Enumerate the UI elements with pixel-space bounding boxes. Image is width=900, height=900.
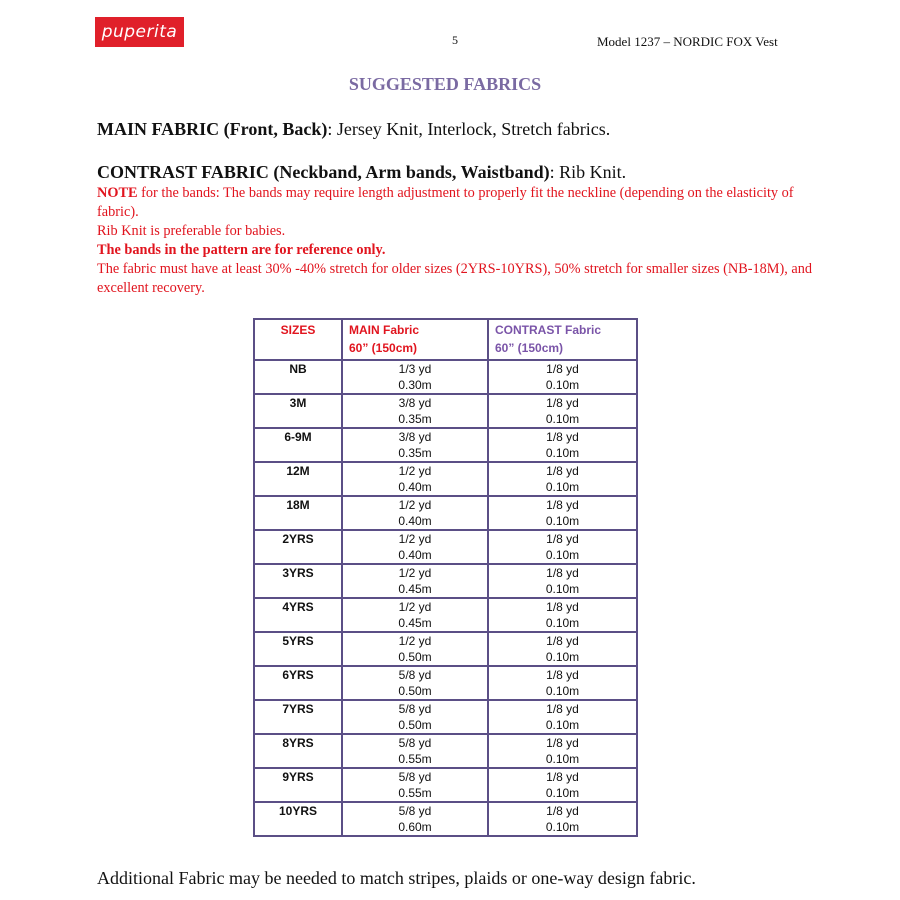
- contrast-yd: 1/8 yd: [546, 804, 579, 818]
- contrast-yd: 1/8 yd: [546, 362, 579, 376]
- size-cell: 2YRS: [254, 530, 342, 564]
- header-contrast-line2: 60” (150cm): [495, 341, 564, 355]
- main-yd: 5/8 yd: [398, 668, 432, 682]
- size-cell: 18M: [254, 496, 342, 530]
- main-fabric-cell: [342, 734, 488, 768]
- main-m: 0.30m: [398, 378, 432, 392]
- size-cell: 6YRS: [254, 666, 342, 700]
- table-row: [254, 802, 637, 836]
- contrast-fabric-cell: [488, 462, 637, 496]
- contrast-yd: 1/8 yd: [546, 566, 579, 580]
- main-fabric-label: MAIN FABRIC (Front, Back): [97, 119, 328, 139]
- main-yd: 1/2 yd: [398, 464, 432, 478]
- main-fabric-cell: [342, 394, 488, 428]
- main-fabric-cell: [342, 632, 488, 666]
- contrast-fabric-cell: [488, 802, 637, 836]
- notes-block: [97, 184, 817, 298]
- contrast-m: 0.10m: [545, 378, 580, 392]
- main-m: 0.40m: [398, 514, 432, 528]
- header-sizes: SIZES: [254, 319, 342, 360]
- contrast-fabric-cell: [488, 700, 637, 734]
- main-fabric-cell: [342, 462, 488, 496]
- main-fabric-cell: [342, 666, 488, 700]
- main-yd: 5/8 yd: [398, 804, 432, 818]
- page-number: 5: [452, 33, 458, 47]
- main-fabric-cell: [342, 598, 488, 632]
- contrast-m: 0.10m: [545, 752, 580, 766]
- contrast-m: 0.10m: [545, 412, 580, 426]
- main-m: 0.35m: [398, 412, 432, 426]
- main-fabric-cell: [342, 700, 488, 734]
- header-main-fabric: [342, 319, 488, 360]
- table-row: [254, 768, 637, 802]
- contrast-yd: 1/8 yd: [546, 430, 579, 444]
- table-row: [254, 564, 637, 598]
- contrast-yd: 1/8 yd: [546, 634, 579, 648]
- main-yd: 1/2 yd: [398, 634, 432, 648]
- main-m: 0.55m: [398, 786, 432, 800]
- contrast-fabric-text: : Rib Knit.: [549, 162, 627, 182]
- table-row: [254, 360, 637, 394]
- contrast-fabric-cell: [488, 768, 637, 802]
- main-fabric-cell: [342, 564, 488, 598]
- fabric-table: [253, 318, 638, 837]
- contrast-fabric-cell: [488, 632, 637, 666]
- main-yd: 3/8 yd: [398, 396, 432, 410]
- contrast-m: 0.10m: [545, 650, 580, 664]
- size-cell: 3YRS: [254, 564, 342, 598]
- table-row: [254, 632, 637, 666]
- main-m: 0.35m: [398, 446, 432, 460]
- contrast-yd: 1/8 yd: [546, 736, 579, 750]
- contrast-m: 0.10m: [545, 514, 580, 528]
- contrast-m: 0.10m: [545, 616, 580, 630]
- contrast-fabric-cell: [488, 428, 637, 462]
- main-m: 0.45m: [398, 582, 432, 596]
- main-yd: 1/2 yd: [398, 532, 432, 546]
- main-fabric-cell: [342, 360, 488, 394]
- contrast-m: 0.10m: [545, 548, 580, 562]
- size-cell: 6-9M: [254, 428, 342, 462]
- contrast-m: 0.10m: [545, 480, 580, 494]
- header-main-line2: 60” (150cm): [349, 341, 418, 355]
- table-row: [254, 394, 637, 428]
- main-fabric-cell: [342, 768, 488, 802]
- main-yd: 5/8 yd: [398, 702, 432, 716]
- size-cell: 8YRS: [254, 734, 342, 768]
- contrast-m: 0.10m: [545, 446, 580, 460]
- main-m: 0.45m: [398, 616, 432, 630]
- note-text: for the bands: The bands may require length adjustment to properly fit the neckline (depending on the elasticity of fabric).: [97, 185, 794, 220]
- section-title: SUGGESTED FABRICS: [348, 74, 542, 94]
- table-row: [254, 496, 637, 530]
- contrast-fabric-label: CONTRAST FABRIC (Neckband, Arm bands, Waistband): [97, 162, 550, 182]
- main-fabric-cell: [342, 802, 488, 836]
- contrast-fabric-cell: [488, 360, 637, 394]
- size-cell: NB: [254, 360, 342, 394]
- main-yd: 3/8 yd: [398, 430, 432, 444]
- footer-note: Additional Fabric may be needed to match stripes, plaids or one-way design fabric.: [97, 868, 696, 888]
- contrast-fabric-cell: [488, 496, 637, 530]
- contrast-yd: 1/8 yd: [546, 668, 579, 682]
- header-main-line1: MAIN Fabric: [349, 323, 420, 337]
- main-m: 0.50m: [398, 684, 432, 698]
- contrast-m: 0.10m: [545, 786, 580, 800]
- main-yd: 5/8 yd: [398, 770, 432, 784]
- note-bands: [97, 184, 817, 222]
- contrast-yd: 1/8 yd: [546, 498, 579, 512]
- main-m: 0.40m: [398, 480, 432, 494]
- note-bands-reference: The bands in the pattern are for reference only.: [97, 242, 386, 258]
- main-m: 0.50m: [398, 718, 432, 732]
- main-yd: 5/8 yd: [398, 736, 432, 750]
- table-row: [254, 462, 637, 496]
- main-yd: 1/2 yd: [398, 498, 432, 512]
- size-cell: 4YRS: [254, 598, 342, 632]
- contrast-m: 0.10m: [545, 820, 580, 834]
- contrast-fabric-cell: [488, 598, 637, 632]
- contrast-fabric-line: [97, 162, 626, 183]
- main-fabric-text: : Jersey Knit, Interlock, Stretch fabrics.: [327, 119, 611, 139]
- main-m: 0.55m: [398, 752, 432, 766]
- contrast-fabric-cell: [488, 564, 637, 598]
- contrast-yd: 1/8 yd: [546, 702, 579, 716]
- table-row: [254, 428, 637, 462]
- size-cell: 7YRS: [254, 700, 342, 734]
- table-row: [254, 734, 637, 768]
- table-row: [254, 666, 637, 700]
- main-yd: 1/3 yd: [398, 362, 432, 376]
- size-cell: 5YRS: [254, 632, 342, 666]
- table-row: [254, 530, 637, 564]
- header-contrast-line1: CONTRAST Fabric: [495, 323, 602, 337]
- contrast-fabric-cell: [488, 530, 637, 564]
- main-yd: 1/2 yd: [398, 600, 432, 614]
- contrast-m: 0.10m: [545, 718, 580, 732]
- contrast-yd: 1/8 yd: [546, 600, 579, 614]
- table-row: [254, 598, 637, 632]
- contrast-fabric-cell: [488, 394, 637, 428]
- contrast-m: 0.10m: [545, 582, 580, 596]
- main-fabric-cell: [342, 496, 488, 530]
- contrast-yd: 1/8 yd: [546, 532, 579, 546]
- contrast-fabric-cell: [488, 666, 637, 700]
- note-label: NOTE: [97, 185, 138, 201]
- brand-logo: puperita: [95, 17, 184, 47]
- contrast-yd: 1/8 yd: [546, 464, 579, 478]
- size-cell: 10YRS: [254, 802, 342, 836]
- contrast-yd: 1/8 yd: [546, 770, 579, 784]
- model-title: Model 1237 – NORDIC FOX Vest: [597, 34, 778, 49]
- contrast-fabric-cell: [488, 734, 637, 768]
- note-rib-knit: Rib Knit is preferable for babies.: [97, 223, 286, 239]
- size-cell: 9YRS: [254, 768, 342, 802]
- size-cell: 3M: [254, 394, 342, 428]
- main-yd: 1/2 yd: [398, 566, 432, 580]
- main-m: 0.50m: [398, 650, 432, 664]
- main-m: 0.40m: [398, 548, 432, 562]
- main-m: 0.60m: [398, 820, 432, 834]
- contrast-yd: 1/8 yd: [546, 396, 579, 410]
- note-stretch: The fabric must have at least 30% -40% stretch for older sizes (2YRS-10YRS), 50% stretch for smaller sizes (NB-18M), and excellent recovery.: [97, 261, 813, 296]
- table-row: [254, 700, 637, 734]
- size-cell: 12M: [254, 462, 342, 496]
- main-fabric-cell: [342, 428, 488, 462]
- main-fabric-line: [97, 119, 610, 140]
- contrast-m: 0.10m: [545, 684, 580, 698]
- main-fabric-cell: [342, 530, 488, 564]
- header-contrast-fabric: [488, 319, 637, 360]
- table-header-row: [254, 319, 637, 360]
